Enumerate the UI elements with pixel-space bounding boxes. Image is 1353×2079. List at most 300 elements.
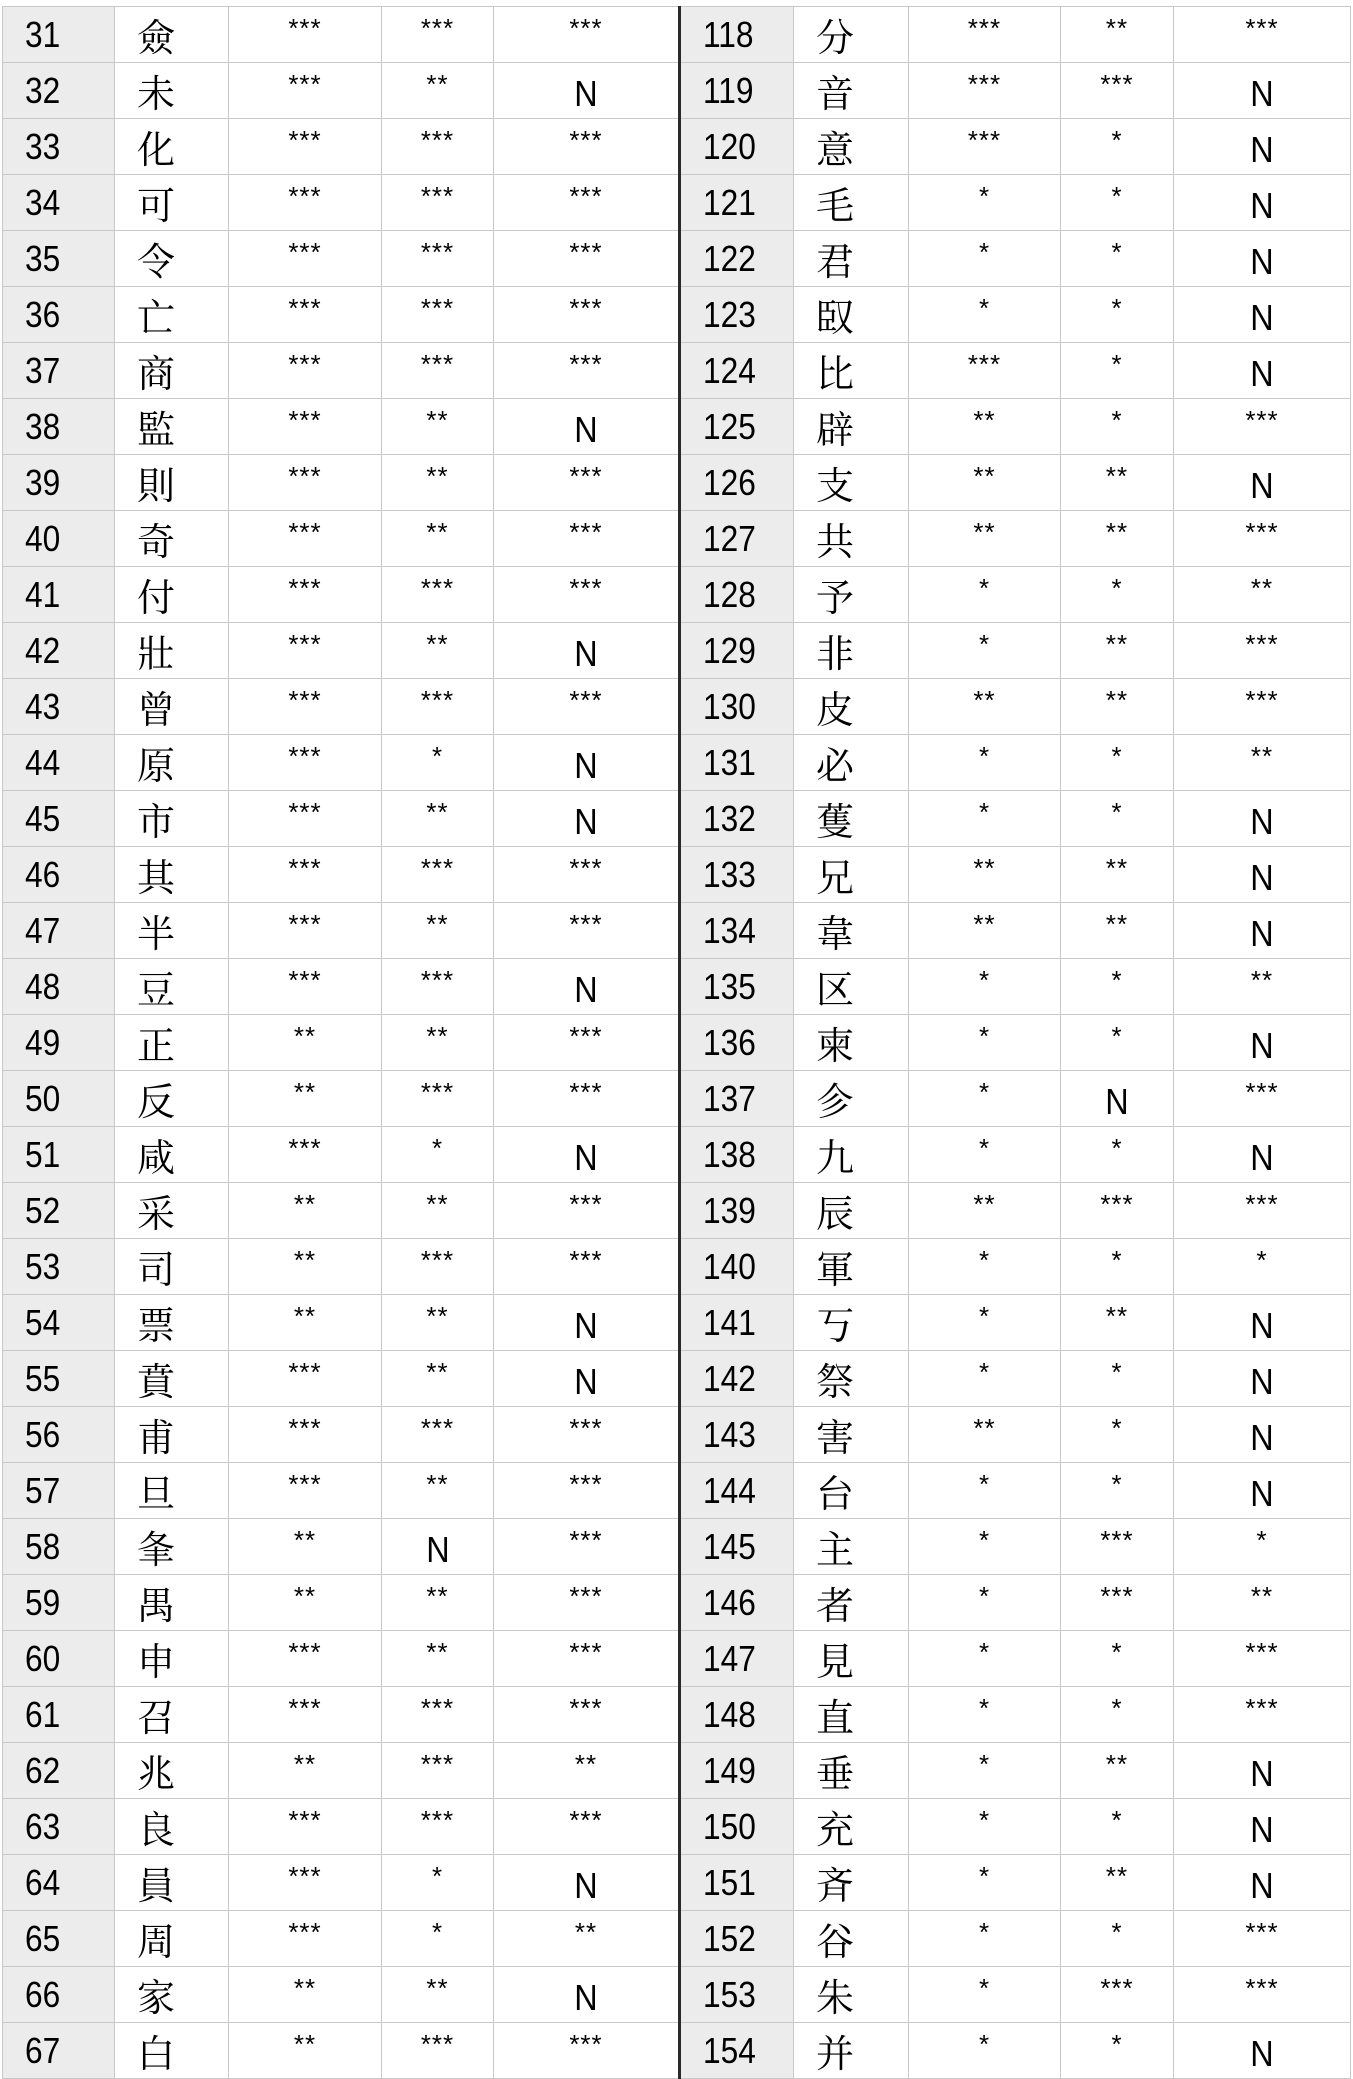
left-rating-col-2 [382,903,494,959]
left-character-cell [115,1463,229,1519]
right-rating-col-2 [1061,1743,1174,1799]
cell-text: * [978,1861,991,1891]
cell-text: *** [420,685,455,715]
cell-text: * [978,1301,991,1331]
cell-text: 140 [703,1245,756,1287]
right-character-cell [794,1799,909,1855]
cell-text: * [1111,1133,1123,1163]
table-row [3,455,1351,511]
left-rating-col-2 [382,511,494,567]
right-rating-col-2 [1061,1127,1174,1183]
left-rating-col-3 [494,735,680,791]
right-rating-col-2 [1061,287,1174,343]
cell-text: N [1250,128,1274,170]
cell-text: * [978,965,991,995]
left-rating-col-1 [229,1015,382,1071]
left-row-number [3,623,115,679]
cell-text: *** [288,797,322,827]
cell-text: ** [293,1301,317,1331]
right-character-cell [794,455,909,511]
right-rating-col-1 [909,1911,1061,1967]
cell-text: *** [420,349,455,379]
left-row-number [3,1407,115,1463]
cell-text: N [574,744,598,786]
left-row-number [3,399,115,455]
left-rating-col-3 [494,231,680,287]
cell-text: *** [569,685,603,715]
right-character-cell [794,175,909,231]
left-row-number [3,1855,115,1911]
cell-text: *** [288,1469,322,1499]
left-rating-col-1 [229,1407,382,1463]
cell-text: 151 [703,1861,756,1903]
cell-text: *** [569,237,603,267]
right-rating-col-1 [909,623,1061,679]
right-rating-col-1 [909,1183,1061,1239]
cell-text: 蒦 [816,800,855,844]
table-row [3,903,1351,959]
left-character-cell [115,287,229,343]
cell-text: *** [288,685,322,715]
right-rating-col-2 [1061,175,1174,231]
right-character-cell [794,1351,909,1407]
cell-text: *** [569,517,603,547]
cell-text: *** [288,69,322,99]
table-row [3,1463,1351,1519]
cell-text: *** [288,181,322,211]
right-row-number [680,231,794,287]
left-character-cell [115,1239,229,1295]
right-character-cell [794,791,909,847]
table-row [3,735,1351,791]
cell-text: 134 [703,909,756,951]
left-rating-col-3 [494,1071,680,1127]
cell-text: 商 [137,352,176,396]
cell-text: *** [420,1077,455,1107]
cell-text: *** [569,853,603,883]
left-rating-col-3 [494,959,680,1015]
left-character-cell [115,567,229,623]
cell-text: 32 [25,69,61,111]
left-rating-col-2 [382,1855,494,1911]
right-rating-col-1 [909,7,1061,63]
cell-text: *** [569,1469,603,1499]
left-character-cell [115,399,229,455]
cell-text: 65 [25,1917,61,1959]
left-character-cell [115,735,229,791]
left-character-cell [115,2023,229,2079]
cell-text: ** [426,461,449,491]
cell-text: *** [288,965,322,995]
cell-text: 票 [137,1304,176,1348]
left-row-number [3,2023,115,2079]
cell-text: ** [426,405,449,435]
cell-text: 63 [25,1805,61,1847]
right-rating-col-3 [1174,959,1351,1015]
left-character-cell [115,7,229,63]
left-rating-col-2 [382,791,494,847]
cell-text: 化 [137,128,176,172]
table-row [3,231,1351,287]
left-rating-col-3 [494,1743,680,1799]
table-row [3,1911,1351,1967]
cell-text: *** [1245,405,1279,435]
cell-text: ** [293,1973,317,2003]
cell-text: 124 [703,349,756,391]
left-rating-col-1 [229,231,382,287]
cell-text: 非 [816,632,855,676]
cell-text: * [1111,573,1123,603]
left-rating-col-1 [229,63,382,119]
cell-text: 57 [25,1469,61,1511]
cell-text: ** [426,797,449,827]
left-rating-col-3 [494,63,680,119]
left-character-cell [115,959,229,1015]
cell-text: * [1111,237,1123,267]
cell-text: 59 [25,1581,61,1623]
cell-text: * [431,1861,444,1891]
right-rating-col-2 [1061,1799,1174,1855]
table-row [3,1127,1351,1183]
table-row [3,511,1351,567]
right-rating-col-3 [1174,1127,1351,1183]
right-character-cell [794,1911,909,1967]
cell-text: *** [967,125,1002,155]
right-character-cell [794,63,909,119]
cell-text: 137 [703,1077,756,1119]
left-rating-col-1 [229,1351,382,1407]
left-rating-col-3 [494,175,680,231]
cell-text: ** [426,69,449,99]
cell-text: 54 [25,1301,61,1343]
table-row [3,1015,1351,1071]
cell-text: * [978,1637,991,1667]
left-rating-col-3 [494,1295,680,1351]
cell-text: 139 [703,1189,756,1231]
cell-text: ** [1105,629,1129,659]
cell-text: ** [973,517,996,547]
right-rating-col-1 [909,903,1061,959]
cell-text: 149 [703,1749,756,1791]
right-row-number [680,287,794,343]
cell-text: 亡 [137,296,176,340]
cell-text: *** [420,1245,455,1275]
cell-text: *** [288,13,322,43]
left-row-number [3,231,115,287]
right-rating-col-2 [1061,623,1174,679]
cell-text: 56 [25,1413,61,1455]
right-rating-col-1 [909,1463,1061,1519]
table-row [3,63,1351,119]
cell-text: ** [426,517,449,547]
cell-text: 53 [25,1245,61,1287]
cell-text: 120 [703,125,756,167]
left-rating-col-3 [494,1967,680,2023]
left-rating-col-2 [382,175,494,231]
right-rating-col-3 [1174,1799,1351,1855]
left-rating-col-2 [382,1575,494,1631]
left-character-cell [115,1015,229,1071]
left-rating-col-2 [382,1799,494,1855]
cell-text: 白 [137,2032,176,2076]
cell-text: *** [1245,1973,1279,2003]
right-row-number [680,1183,794,1239]
left-rating-col-2 [382,847,494,903]
cell-text: * [1111,293,1123,323]
cell-text: * [978,1973,991,2003]
right-rating-col-2 [1061,1911,1174,1967]
right-rating-col-1 [909,287,1061,343]
left-rating-col-2 [382,7,494,63]
right-rating-col-2 [1061,1855,1174,1911]
cell-text: 予 [816,576,855,620]
cell-text: 33 [25,125,61,167]
left-rating-col-1 [229,511,382,567]
right-row-number [680,2023,794,2079]
table-row [3,1519,1351,1575]
cell-text: * [978,573,991,603]
right-rating-col-1 [909,567,1061,623]
right-rating-col-2 [1061,1407,1174,1463]
right-rating-col-2 [1061,231,1174,287]
cell-text: * [978,181,991,211]
cell-text: *** [420,1749,455,1779]
left-rating-col-1 [229,1071,382,1127]
right-rating-col-3 [1174,1687,1351,1743]
cell-text: *** [1100,1973,1134,2003]
left-rating-col-2 [382,1967,494,2023]
cell-text: 147 [703,1637,756,1679]
cell-text: 台 [816,1472,855,1516]
left-row-number [3,1687,115,1743]
cell-text: * [1111,1917,1123,1947]
left-rating-col-2 [382,1911,494,1967]
cell-text: 比 [816,352,855,396]
left-rating-col-1 [229,1743,382,1799]
left-rating-col-1 [229,343,382,399]
right-character-cell [794,1295,909,1351]
cell-text: *** [1100,1525,1134,1555]
cell-text: 反 [137,1080,176,1124]
right-character-cell [794,399,909,455]
right-rating-col-3 [1174,1183,1351,1239]
left-row-number [3,119,115,175]
cell-text: * [1111,1693,1123,1723]
left-row-number [3,1463,115,1519]
cell-text: *** [569,293,603,323]
table-row [3,567,1351,623]
left-rating-col-1 [229,1463,382,1519]
left-row-number [3,903,115,959]
table-row [3,1855,1351,1911]
cell-text: 60 [25,1637,61,1679]
cell-text: 原 [137,744,176,788]
right-character-cell [794,959,909,1015]
cell-text: 154 [703,2029,756,2071]
cell-text: 128 [703,573,756,615]
cell-text: *** [420,125,455,155]
cell-text: ** [293,1077,317,1107]
right-character-cell [794,903,909,959]
right-rating-col-3 [1174,231,1351,287]
left-rating-col-3 [494,7,680,63]
right-rating-col-1 [909,1575,1061,1631]
cell-text: *** [1245,1077,1279,1107]
right-rating-col-3 [1174,119,1351,175]
cell-text: 害 [816,1416,855,1460]
left-rating-col-1 [229,1575,382,1631]
right-row-number [680,1015,794,1071]
left-rating-col-1 [229,1799,382,1855]
left-rating-col-3 [494,1575,680,1631]
left-character-cell [115,455,229,511]
right-row-number [680,63,794,119]
right-rating-col-3 [1174,455,1351,511]
right-rating-col-2 [1061,7,1174,63]
left-character-cell [115,1295,229,1351]
cell-text: 118 [703,13,754,55]
right-character-cell [794,287,909,343]
cell-text: * [978,1581,991,1611]
cell-text: 見 [816,1640,855,1684]
right-row-number [680,1519,794,1575]
left-character-cell [115,511,229,567]
right-character-cell [794,1071,909,1127]
cell-text: ** [574,1917,598,1947]
cell-text: 37 [25,349,61,391]
right-rating-col-1 [909,1015,1061,1071]
right-character-cell [794,567,909,623]
cell-text: ** [426,909,449,939]
right-rating-col-2 [1061,1183,1174,1239]
right-rating-col-2 [1061,1967,1174,2023]
cell-text: 者 [816,1584,855,1628]
table-row [3,287,1351,343]
right-character-cell [794,2023,909,2079]
right-rating-col-1 [909,511,1061,567]
cell-text: *** [1100,1581,1134,1611]
cell-text: 奇 [137,520,176,564]
right-character-cell [794,1519,909,1575]
left-rating-col-2 [382,119,494,175]
right-rating-col-3 [1174,1295,1351,1351]
right-character-cell [794,1631,909,1687]
right-character-cell [794,7,909,63]
right-row-number [680,1127,794,1183]
right-rating-col-1 [909,1519,1061,1575]
cell-text: *** [288,741,322,771]
right-character-cell [794,1575,909,1631]
right-rating-col-2 [1061,1295,1174,1351]
cell-text: N [574,1976,598,2018]
cell-text: 市 [137,800,176,844]
cell-text: 柬 [816,1024,855,1068]
cell-text: 141 [703,1301,756,1343]
right-rating-col-2 [1061,791,1174,847]
cell-text: *** [288,1693,322,1723]
cell-text: ** [574,1749,598,1779]
cell-text: 家 [137,1976,176,2020]
cell-text: *** [288,1861,322,1891]
right-rating-col-2 [1061,1631,1174,1687]
cell-text: N [1250,800,1274,842]
right-rating-col-3 [1174,735,1351,791]
cell-text: *** [569,181,603,211]
right-row-number [680,1239,794,1295]
left-rating-col-1 [229,119,382,175]
cell-text: ** [293,1581,317,1611]
cell-text: 138 [703,1133,756,1175]
left-rating-col-3 [494,1127,680,1183]
cell-text: ** [293,1749,317,1779]
table-row [3,1239,1351,1295]
cell-text: ** [1105,909,1129,939]
cell-text: 并 [816,2032,855,2076]
right-row-number [680,1687,794,1743]
left-character-cell [115,175,229,231]
cell-text: N [1105,1080,1129,1122]
left-rating-col-1 [229,959,382,1015]
cell-text: ** [973,1413,996,1443]
cell-text: *** [288,853,322,883]
right-row-number [680,1743,794,1799]
cell-text: * [1111,1021,1123,1051]
cell-text: 壯 [137,632,176,676]
right-row-number [680,1575,794,1631]
cell-text: 咸 [137,1136,176,1180]
right-rating-col-3 [1174,791,1351,847]
cell-text: *** [569,1805,603,1835]
cell-text: *** [569,1693,603,1723]
left-character-cell [115,1127,229,1183]
left-row-number [3,1743,115,1799]
cell-text: 34 [25,181,61,223]
right-rating-col-2 [1061,399,1174,455]
left-row-number [3,343,115,399]
table-row [3,1967,1351,2023]
cell-text: *** [288,349,322,379]
cell-text: 39 [25,461,61,503]
left-rating-col-2 [382,959,494,1015]
cell-text: * [978,1749,991,1779]
left-rating-col-1 [229,1687,382,1743]
cell-text: 136 [703,1021,756,1063]
cell-text: 61 [25,1693,61,1735]
cell-text: *** [288,909,322,939]
right-row-number [680,1407,794,1463]
right-rating-col-1 [909,1687,1061,1743]
right-character-cell [794,1015,909,1071]
right-row-number [680,1911,794,1967]
left-row-number [3,1967,115,2023]
table-row [3,1351,1351,1407]
cell-text: ** [1105,853,1129,883]
cell-text: 曾 [137,688,176,732]
cell-text: N [1250,240,1274,282]
right-row-number [680,1855,794,1911]
cell-text: 66 [25,1973,61,2015]
cell-text: N [574,1136,598,1178]
cell-text: ** [973,909,996,939]
cell-text: N [1250,296,1274,338]
table-row [3,959,1351,1015]
cell-text: ** [1105,1301,1129,1331]
right-rating-col-1 [909,1295,1061,1351]
table-body [3,7,1351,2079]
left-rating-col-1 [229,287,382,343]
right-rating-col-3 [1174,1743,1351,1799]
cell-text: 150 [703,1805,756,1847]
